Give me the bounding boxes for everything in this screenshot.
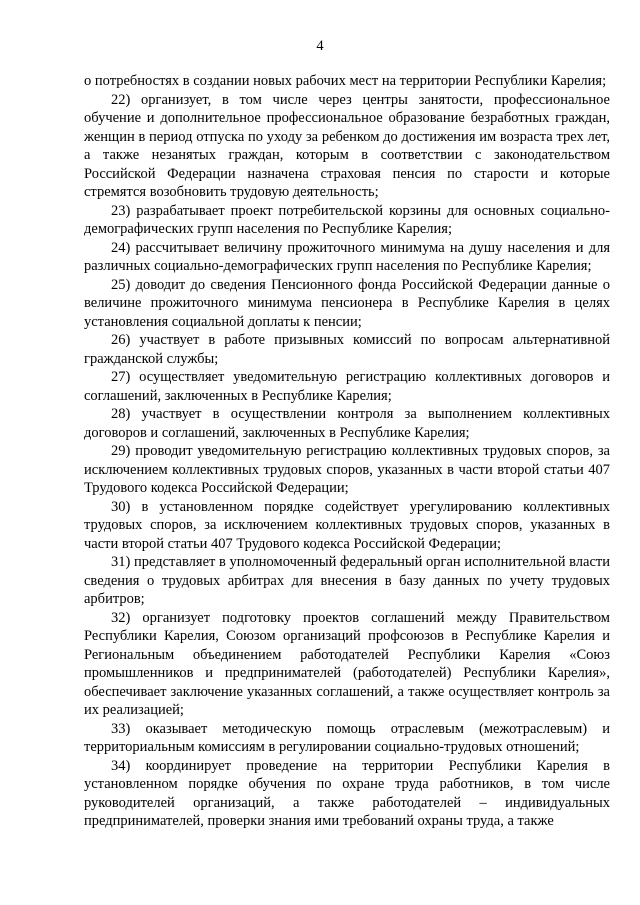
paragraph-item-33: 33) оказывает методическую помощь отраслевым (межотраслевым) и территориальным комиссиям в регулировании социально-трудовых отношений; bbox=[84, 720, 610, 755]
paragraph-item-30: 30) в установленном порядке содействует урегулированию коллективных трудовых споров, за исключением коллективных трудовых споров, указанных в части второй статьи 407 Трудового кодекса Российской Федерации; bbox=[84, 498, 610, 552]
page-number: 4 bbox=[316, 38, 324, 54]
paragraph-item-26: 26) участвует в работе призывных комиссий по вопросам альтернативной гражданской службы; bbox=[84, 332, 610, 367]
document-body bbox=[84, 72, 610, 831]
paragraph-continuation: о потребностях в создании новых рабочих мест на территории Республики Карелия; bbox=[84, 73, 607, 89]
paragraph-item-29: 29) проводит уведомительную регистрацию коллективных трудовых споров, за исключением коллективных трудовых споров, указанных в части второй статьи 407 Трудового кодекса Российской Федерации; bbox=[84, 443, 610, 496]
paragraph-item-31: 31) представляет в уполномоченный федеральный орган исполнительной власти сведения о трудовых арбитрах для внесения в базу данных по учету трудовых арбитров; bbox=[84, 554, 610, 607]
paragraph-item-28: 28) участвует в осуществлении контроля за выполнением коллективных договоров и соглашений, заключенных в Республике Карелия; bbox=[84, 406, 610, 441]
paragraph-item-23: 23) разрабатывает проект потребительской корзины для основных социально-демографических групп населения по Республике Карелия; bbox=[84, 202, 610, 237]
paragraph-item-32: 32) организует подготовку проектов соглашений между Правительством Республики Карелия, Союзом организаций профсоюзов в Республике Карелия и Региональным объединением работодателей Республики Карелия «Союз промышленников и предпринимателей (работодателей) Республики Карелия», обеспечивает заключение указанных соглашений, а также осуществляет контроль за их реализацией; bbox=[84, 609, 610, 718]
paragraph-item-27: 27) осуществляет уведомительную регистрацию коллективных договоров и соглашений, заключенных в Республике Карелия; bbox=[84, 369, 610, 404]
paragraph-item-22: 22) организует, в том числе через центры занятости, профессиональное обучение и дополнительное профессиональное образование безработных граждан, женщин в период отпуска по уходу за ребенком до достижения им возраста трех лет, а также незанятых граждан, которым в соответствии с законодательством Российской Федерации назначена страховая пенсия по старости и которые стремятся возобновить трудовую деятельность; bbox=[84, 91, 610, 200]
paragraph-item-34: 34) координирует проведение на территории Республики Карелия в установленном порядке обучения по охране труда работников, в том числе руководителей организаций, а также работодателей – индивидуальных предпринимателей, проверки знания ими требований охраны труда, а также bbox=[84, 757, 610, 829]
paragraph-item-24: 24) рассчитывает величину прожиточного минимума на душу населения и для различных социально-демографических групп населения по Республике Карелия; bbox=[84, 239, 610, 274]
paragraph-item-25: 25) доводит до сведения Пенсионного фонда Российской Федерации данные о величине прожиточного минимума пенсионера в Республике Карелия в целях установления социальной доплаты к пенсии; bbox=[84, 276, 610, 330]
